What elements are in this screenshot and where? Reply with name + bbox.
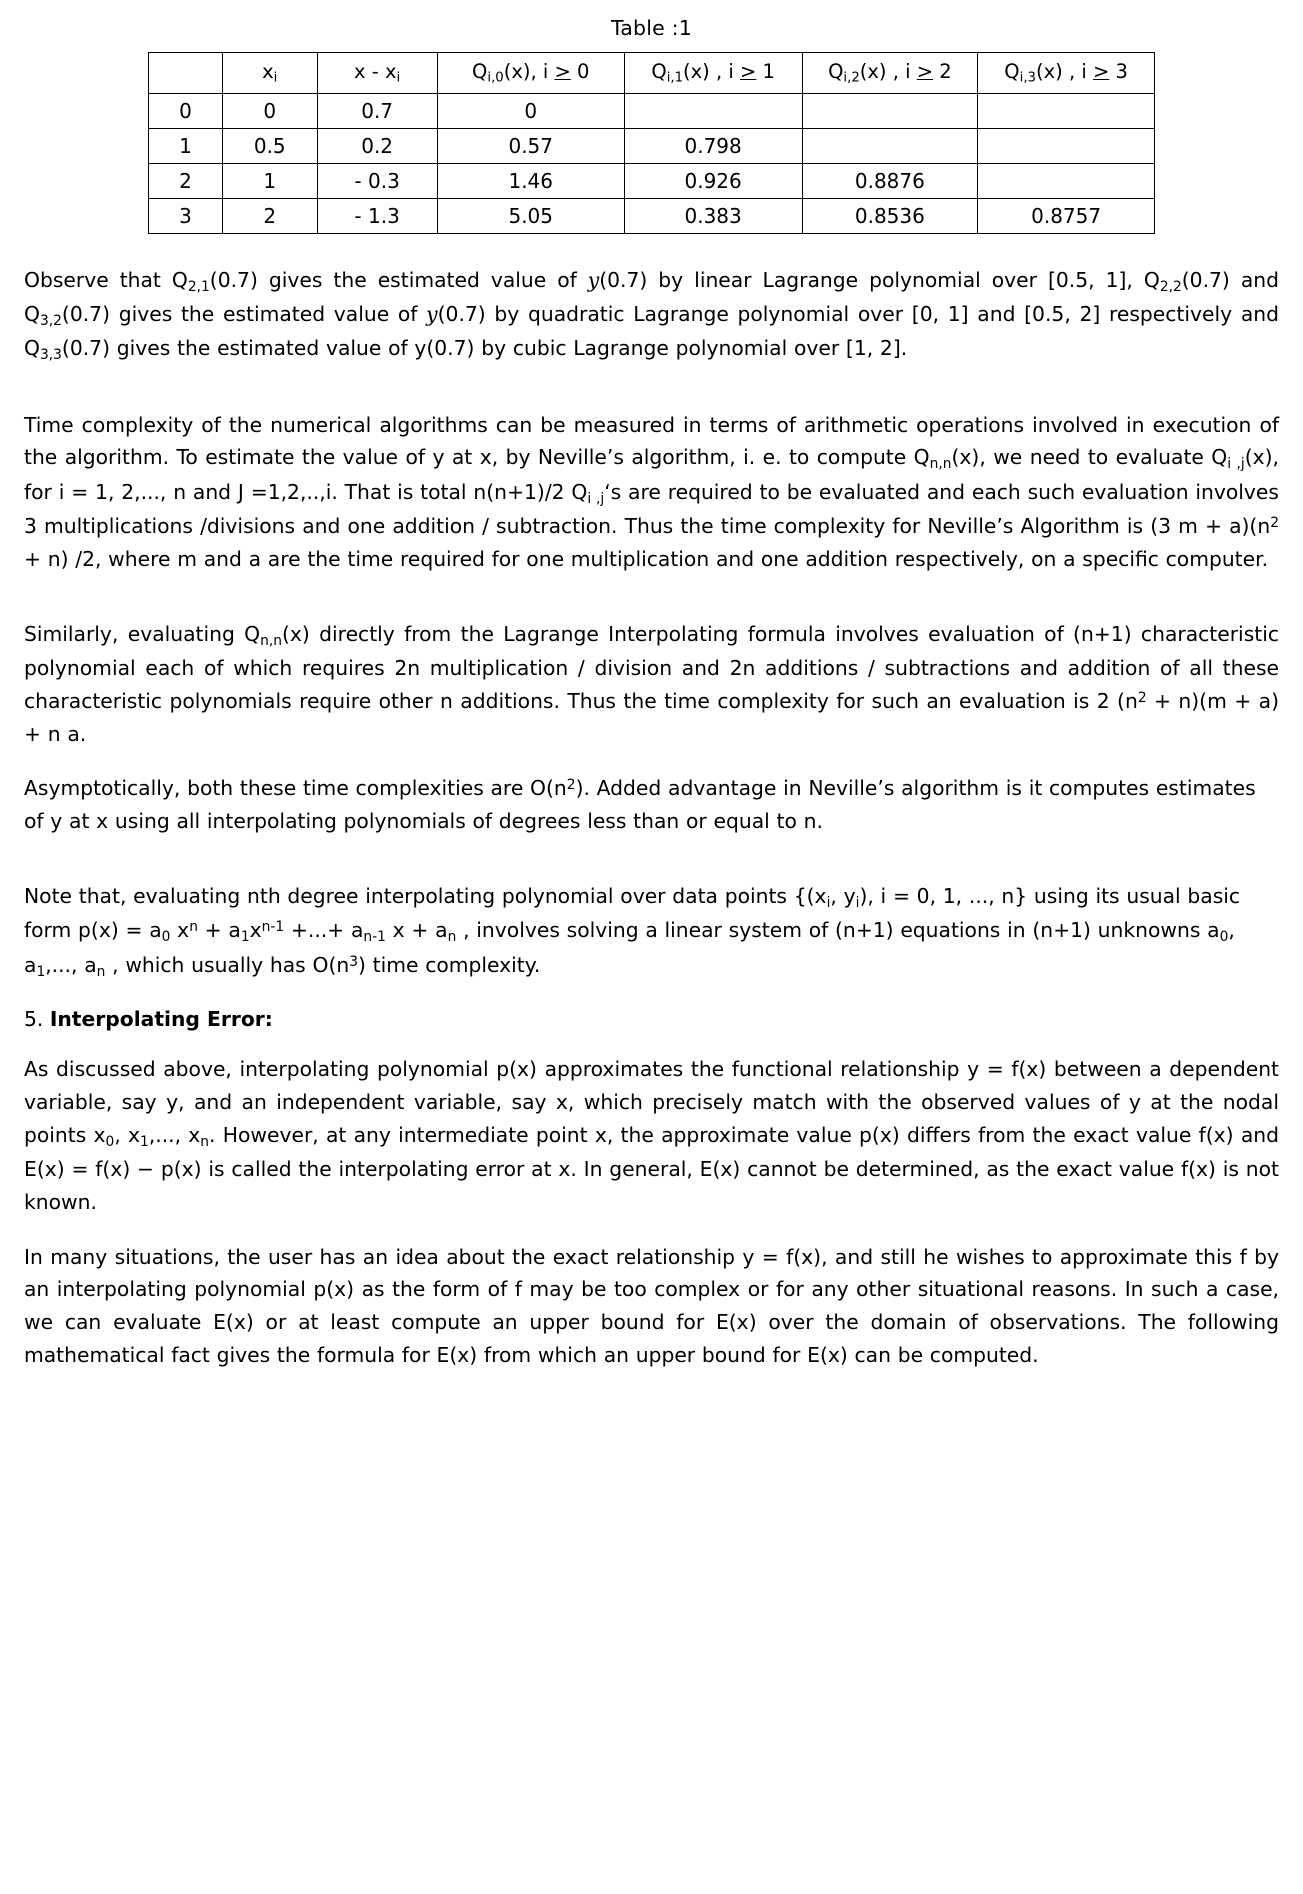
cell-dx: 0.2	[317, 129, 437, 164]
subscript: 0	[105, 1133, 115, 1150]
table-header-q-i-1: $Q_{i,1}(x)$ , i > 1	[624, 53, 802, 94]
cell-q2	[802, 129, 978, 164]
neville-table	[148, 52, 1155, 234]
text-run: Note that, evaluating nth degree interpolating polynomial over data points {(x	[24, 884, 827, 909]
cell-q2: 0.8536	[802, 199, 978, 234]
text-run: (0.7) by quadratic Lagrange polynomial over [0, 1] and [0.5, 2] respectively and Q	[24, 302, 1279, 361]
table-header-index	[149, 53, 223, 94]
table-header-q-i-3: $Q_{i,3}(x)$ , i > 3	[978, 53, 1155, 94]
table-header-xi: $x_i$	[222, 53, 317, 94]
paragraph-error-discussion	[24, 1053, 1279, 1219]
paragraph-spacer	[24, 860, 1279, 880]
paragraph-note-that	[24, 880, 1279, 983]
text-run: +...+ a	[284, 918, 364, 943]
table-row	[149, 164, 1155, 199]
section-heading	[24, 1007, 1279, 1031]
cell-q1: 0.798	[624, 129, 802, 164]
text-run: As discussed above, interpolating polynomial p(x) approximates the functional relationship y = f(x) between a dependent variable, say y, and an independent variable, say x, which precisely match with the observed values of y at the nodal points x	[24, 1056, 1279, 1147]
cell-q1	[624, 94, 802, 129]
subscript: n-1	[363, 929, 386, 946]
text-run-italic: y	[426, 302, 438, 327]
superscript: n	[189, 919, 198, 936]
cell-xi: 2	[222, 199, 317, 234]
text-run: x	[249, 918, 262, 943]
superscript: 2	[566, 777, 576, 794]
text-run: (0.7) gives the estimated value of	[209, 268, 588, 292]
subscript: 3,2	[39, 313, 62, 330]
text-run: , y	[830, 884, 856, 909]
paragraph-similarly	[24, 618, 1279, 751]
text-run: Similarly, evaluating Q	[24, 621, 261, 646]
cell-index: 0	[149, 94, 223, 129]
superscript: 2	[1270, 514, 1279, 531]
table-row	[149, 129, 1155, 164]
subscript: 2,2	[1159, 278, 1182, 295]
paragraph-spacer	[24, 389, 1279, 409]
table-caption: Table :1	[610, 16, 693, 40]
section-title: Interpolating Error:	[49, 1006, 273, 1031]
text-run: ). Added advantage in Neville’s algorithm is it computes estimates of y at x using all interpolating polynomials of degrees less than or equal to n.	[24, 776, 1256, 834]
paragraph-error-discussion-2	[24, 1241, 1279, 1373]
cell-dx: - 0.3	[317, 164, 437, 199]
text-run: Asymptotically, both these time complexities are O(n	[24, 776, 567, 801]
text-run: ,..., x	[148, 1122, 201, 1147]
subscript: i	[855, 895, 860, 912]
text-run: x + a	[385, 918, 448, 943]
cell-xi: 0.5	[222, 129, 317, 164]
paragraph-spacer	[24, 598, 1279, 618]
superscript: 2	[1137, 689, 1147, 706]
text-run: , which usually has O(n	[105, 952, 350, 977]
cell-q3: 0.8757	[978, 199, 1155, 234]
subscript: i ,j	[587, 490, 605, 507]
cell-q2: 0.8876	[802, 164, 978, 199]
text-run: Time complexity of the numerical algorithms can be measured in terms of arithmetic operations involved in execution of the algorithm. To estimate the value of y at x, by Neville’s algorithm, i. e. to compute Q	[24, 412, 1279, 470]
subscript: n	[96, 963, 106, 980]
table-header-x-minus-xi: x - $x_i$	[317, 53, 437, 94]
text-run: ) time complexity.	[358, 952, 541, 977]
cell-q3	[978, 129, 1155, 164]
cell-q0: 1.46	[437, 164, 624, 199]
paragraph-observe	[24, 264, 1279, 367]
text-run: + n)(m + a) + n a.	[24, 688, 1279, 746]
text-run: + a	[197, 918, 241, 943]
text-run: (0.7) and Q	[24, 268, 1279, 327]
text-run: (0.7) gives the estimated value of y(0.7) by cubic Lagrange polynomial over [1, 2].	[61, 336, 908, 361]
text-run: , involves solving a linear system of (n+1) equations in (n+1) unknowns a	[456, 918, 1220, 943]
cell-q3	[978, 94, 1155, 129]
cell-q2	[802, 94, 978, 129]
text-run: ‘s are required to be evaluated and each such evaluation involves 3 multiplications /divisions and one addition / subtraction. Thus the time complexity for Neville’s Algorithm is (3 m + a)(n	[24, 479, 1279, 538]
superscript: n-1	[261, 919, 285, 936]
table-header-row	[149, 53, 1155, 94]
subscript: n	[200, 1133, 210, 1150]
text-run: Observe that Q	[24, 268, 188, 292]
subscript: n,n	[260, 632, 283, 649]
text-run: (x) directly from the Lagrange Interpolating formula involves evaluation of (n+1) characteristic polynomial each of which requires 2n multiplication / division and 2n additions / subtractions and addition of all these characteristic polynomials require other n additions. Thus the time complexity for such an evaluation is 2 (n	[24, 621, 1279, 713]
text-run: ,..., a	[45, 952, 97, 977]
cell-dx: 0.7	[317, 94, 437, 129]
table-row	[149, 199, 1155, 234]
cell-xi: 1	[222, 164, 317, 199]
table-row	[149, 94, 1155, 129]
paragraph-asymptotically	[24, 772, 1279, 838]
cell-dx: - 1.3	[317, 199, 437, 234]
text-run: . However, at any intermediate point x, the approximate value p(x) differs from the exact value f(x) and E(x) = f(x) − p(x) is called the interpolating error at x. In general, E(x) cannot be determined, as the exact value f(x) is not known.	[24, 1122, 1279, 1214]
subscript: 2,1	[187, 278, 210, 295]
table-header-q-i-2: $Q_{i,2}(x)$ , i > 2	[802, 53, 978, 94]
cell-index: 3	[149, 199, 223, 234]
subscript: 1	[240, 929, 250, 946]
text-run: , a	[24, 918, 1235, 977]
section-number: 5.	[24, 1006, 44, 1031]
text-run: (0.7) gives the estimated value of	[61, 302, 427, 327]
text-run: (x), for i = 1, 2,..., n and J =1,2,..,i. That is total n(n+1)/2 Q	[24, 445, 1279, 504]
subscript: 0	[161, 929, 171, 946]
text-run: ), i = 0, 1, ..., n} using its usual basic form p(x) = a	[24, 884, 1241, 943]
cell-xi: 0	[222, 94, 317, 129]
text-run: (x), we need to evaluate Q	[951, 445, 1228, 470]
subscript: i	[826, 895, 831, 912]
text-run: (0.7) by linear Lagrange polynomial over [0.5, 1], Q	[599, 268, 1160, 292]
subscript: i ,j	[1227, 456, 1245, 473]
cell-q3	[978, 164, 1155, 199]
table-header-q-i-0: $Q_{i,0}(x)$, i > 0	[437, 53, 624, 94]
text-run: , x	[114, 1122, 141, 1147]
cell-q0: 0.57	[437, 129, 624, 164]
cell-index: 2	[149, 164, 223, 199]
subscript: 0	[1219, 929, 1229, 946]
cell-q1: 0.926	[624, 164, 802, 199]
cell-q0: 5.05	[437, 199, 624, 234]
cell-q0: 0	[437, 94, 624, 129]
subscript: n	[447, 929, 457, 946]
paragraph-time-complexity	[24, 409, 1279, 576]
text-run: + n) /2, where m and a are the time required for one multiplication and one addition respectively, on a specific computer.	[24, 546, 1269, 571]
subscript: 1	[140, 1133, 149, 1150]
cell-q1: 0.383	[624, 199, 802, 234]
cell-index: 1	[149, 129, 223, 164]
superscript: 3	[349, 953, 358, 970]
text-run: x	[170, 918, 190, 943]
text-run-italic: y	[587, 268, 600, 292]
subscript: n,n	[929, 456, 952, 473]
text-run: In many situations, the user has an idea about the exact relationship y = f(x), and still he wishes to approximate this f by an interpolating polynomial p(x) as the form of f may be too complex or for any other situational reasons. In such a case, we can evaluate E(x) or at least compute an upper bound for E(x) over the domain of observations. The following mathematical fact gives the formula for E(x) from which an upper bound for E(x) can be computed.	[24, 1244, 1279, 1368]
subscript: 3,3	[39, 347, 62, 364]
subscript: 1	[36, 963, 46, 980]
